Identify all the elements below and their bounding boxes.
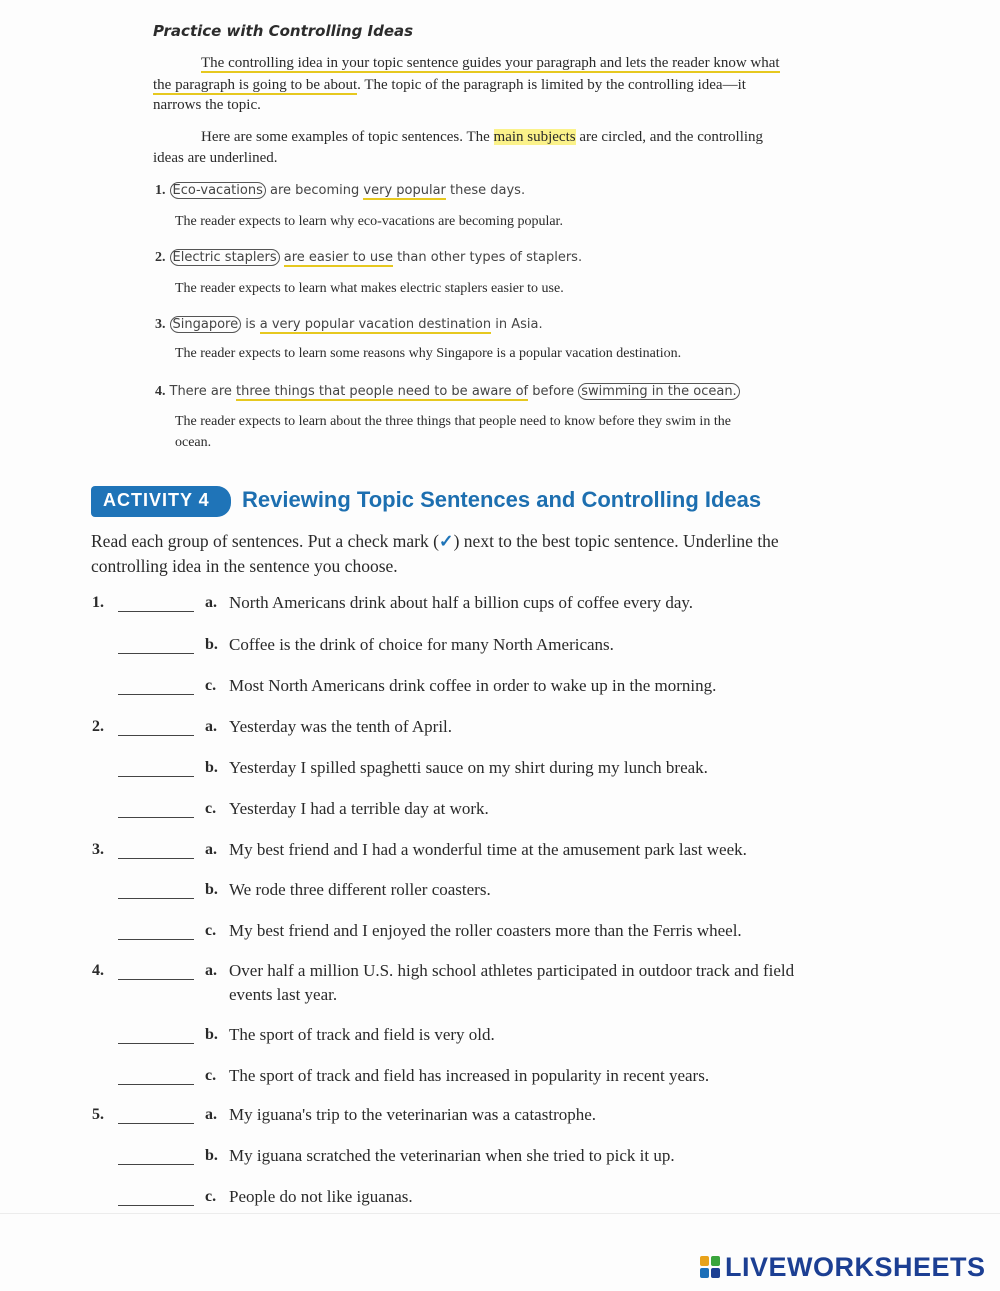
option-letter: b.	[205, 1026, 218, 1043]
option-letter: c.	[205, 1188, 217, 1205]
option-text: Yesterday I spilled spaghetti sauce on my shirt during my lunch break.	[229, 758, 708, 777]
answer-blank[interactable]	[118, 898, 194, 899]
option-letter: c.	[205, 922, 217, 939]
answer-blank[interactable]	[118, 979, 194, 980]
example-text: these days.	[445, 183, 526, 198]
activity-title: Reviewing Topic Sentences and Controlling Ideas	[242, 487, 762, 512]
intro-text: . The topic of the paragraph is limited by the controlling idea—it	[357, 77, 746, 93]
question-number: 2.	[92, 718, 104, 735]
answer-blank[interactable]	[118, 776, 194, 777]
option-text: Yesterday was the tenth of April.	[229, 717, 453, 736]
liveworksheets-logo-text: LIVEWORKSHEETS	[725, 1252, 986, 1282]
intro-line-1	[201, 52, 780, 74]
answer-blank[interactable]	[118, 611, 194, 612]
option-text: My iguana's trip to the veterinarian was a catastrophe.	[229, 1105, 597, 1124]
answer-blank[interactable]	[118, 694, 194, 695]
option-letter: a.	[205, 594, 217, 611]
liveworksheets-logo-icon	[700, 1256, 722, 1280]
example-note: ocean.	[175, 435, 212, 450]
option-text: My best friend and I enjoyed the roller coasters more than the Ferris wheel.	[229, 921, 742, 940]
question-number: 3.	[92, 841, 104, 858]
question-number: 5.	[92, 1106, 104, 1123]
example-text: are becoming	[265, 183, 364, 198]
page-divider	[0, 1213, 1000, 1214]
example-text: before	[528, 384, 579, 399]
intro-underlined-text: the paragraph is going to be about	[153, 77, 358, 93]
answer-blank[interactable]	[118, 1043, 194, 1044]
answer-blank[interactable]	[118, 858, 194, 859]
circled-subject: Singapore	[170, 316, 242, 333]
answer-blank[interactable]	[118, 1123, 194, 1124]
option-text: My best friend and I had a wonderful time at the amusement park last week.	[229, 840, 747, 859]
answer-blank[interactable]	[118, 1205, 194, 1206]
option-letter: a.	[205, 718, 217, 735]
example-text: is	[241, 317, 260, 332]
example-3	[155, 315, 543, 333]
answer-blank[interactable]	[118, 817, 194, 818]
option-letter: a.	[205, 841, 217, 858]
option-text: North Americans drink about half a billion cups of coffee every day.	[229, 593, 694, 612]
practice-title: Practice with Controlling Ideas	[153, 22, 414, 40]
example-note: The reader expects to learn about the three things that people need to know before they swim in the	[175, 414, 731, 429]
underlined-controlling-idea: very popular	[363, 183, 446, 198]
question-number: 1.	[92, 594, 104, 611]
activity-label: ACTIVITY 4	[103, 490, 210, 510]
option-letter: c.	[205, 1067, 217, 1084]
instruction-text: ) next to the best topic sentence. Underline the	[453, 531, 779, 551]
option-letter: a.	[205, 1106, 217, 1123]
example-text: in Asia.	[491, 317, 543, 332]
option-text: My iguana scratched the veterinarian when she tried to pick it up.	[229, 1146, 675, 1165]
example-note: The reader expects to learn what makes electric staplers easier to use.	[175, 281, 564, 296]
activity-instructions-line-1	[91, 529, 779, 554]
example-note: The reader expects to learn why eco-vacations are becoming popular.	[175, 214, 563, 229]
underlined-controlling-idea: a very popular vacation destination	[259, 317, 492, 332]
circled-subject: swimming in the ocean.	[578, 383, 739, 400]
example-1	[155, 181, 525, 199]
example-number: 4.	[155, 384, 166, 399]
option-text-continued: events last year.	[229, 985, 338, 1004]
example-4	[155, 382, 740, 400]
circled-subject: Electric staplers	[170, 249, 280, 266]
option-text: People do not like iguanas.	[229, 1187, 413, 1206]
option-text: Coffee is the drink of choice for many North Americans.	[229, 635, 614, 654]
option-letter: c.	[205, 800, 217, 817]
answer-blank[interactable]	[118, 1164, 194, 1165]
example-number: 3.	[155, 317, 166, 332]
examples-intro-text: Here are some examples of topic sentences. The	[201, 129, 494, 145]
option-text: The sport of track and field has increased in popularity in recent years.	[229, 1066, 710, 1085]
activity-instructions-line-2: controlling idea in the sentence you choose.	[91, 556, 398, 576]
circled-subject: Eco-vacations	[170, 182, 266, 199]
option-letter: b.	[205, 759, 218, 776]
option-letter: a.	[205, 962, 217, 979]
examples-intro-line-2: ideas are underlined.	[153, 150, 278, 166]
intro-line-2	[153, 74, 746, 96]
option-letter: b.	[205, 881, 218, 898]
answer-blank[interactable]	[118, 735, 194, 736]
option-text: Over half a million U.S. high school athletes participated in outdoor track and field	[229, 961, 795, 980]
underlined-controlling-idea: three things that people need to be aware of	[236, 384, 529, 399]
example-text: There are	[169, 384, 237, 399]
question-number: 4.	[92, 962, 104, 979]
examples-intro-line-1	[201, 126, 763, 148]
intro-line-3: narrows the topic.	[153, 97, 261, 113]
intro-text: The controlling idea in your topic sentence guides your paragraph and lets the reader know what	[201, 55, 780, 71]
answer-blank[interactable]	[118, 653, 194, 654]
option-letter: b.	[205, 1147, 218, 1164]
option-text: The sport of track and field is very old.	[229, 1025, 495, 1044]
option-letter: c.	[205, 677, 217, 694]
check-mark-icon: ✓	[438, 531, 454, 551]
example-note: The reader expects to learn some reasons why Singapore is a popular vacation destination.	[175, 346, 682, 361]
example-2	[155, 248, 582, 266]
answer-blank[interactable]	[118, 939, 194, 940]
example-number: 1.	[155, 183, 166, 198]
example-number: 2.	[155, 250, 166, 265]
underlined-controlling-idea: are easier to use	[283, 250, 393, 265]
examples-intro-text: are circled, and the controlling	[575, 129, 764, 145]
answer-blank[interactable]	[118, 1084, 194, 1085]
instruction-text: Read each group of sentences. Put a check mark (	[91, 531, 439, 551]
option-text: Most North Americans drink coffee in order to wake up in the morning.	[229, 676, 717, 695]
example-text: than other types of staplers.	[392, 250, 583, 265]
option-text: We rode three different roller coasters.	[229, 880, 491, 899]
highlighted-text: main subjects	[493, 129, 576, 145]
option-text: Yesterday I had a terrible day at work.	[229, 799, 489, 818]
option-letter: b.	[205, 636, 218, 653]
